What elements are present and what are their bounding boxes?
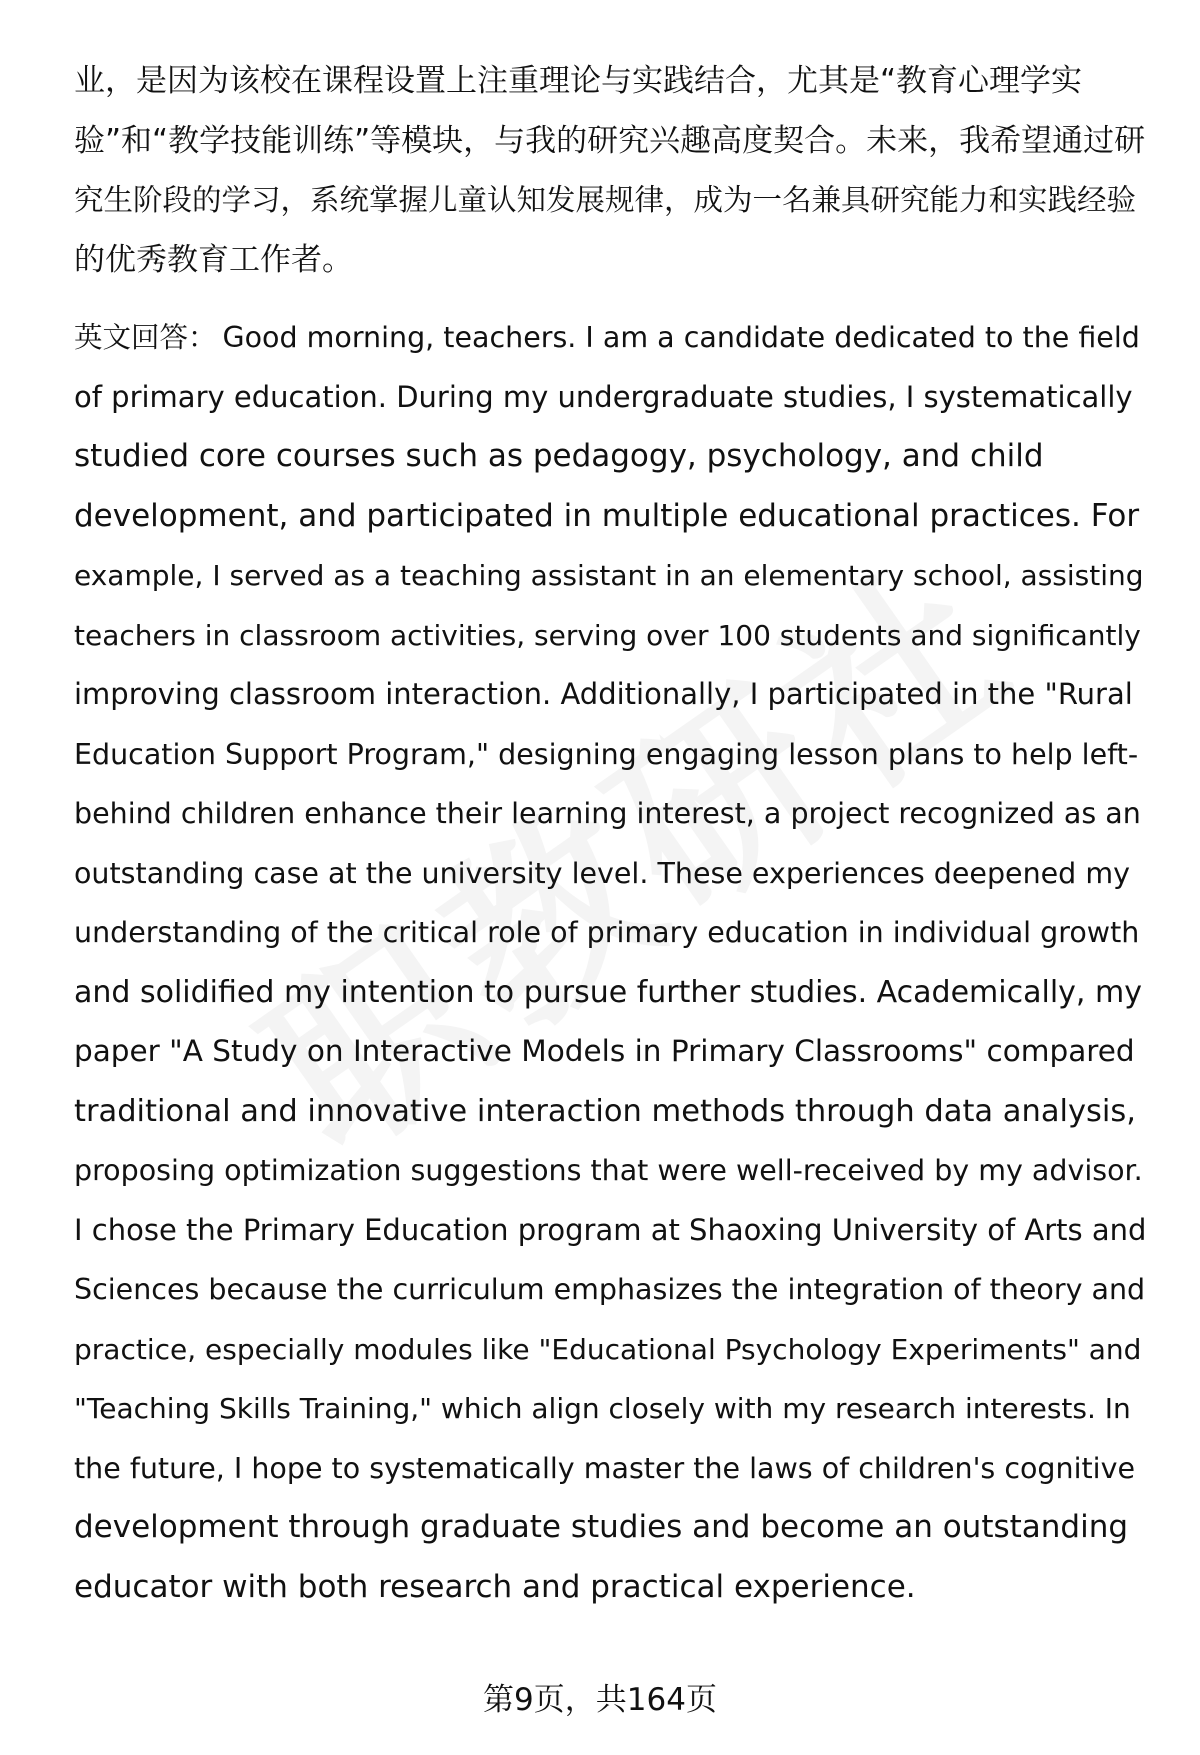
text-line: behind children enhance their learning interest, a project recognized as an [74,797,1141,830]
text-line: understanding of the critical role of primary education in individual growth [74,916,1140,949]
page-number-footer: 第9页，共164页 [483,1682,717,1718]
text-line: "Teaching Skills Training," which align closely with my research interests. In [74,1392,1131,1425]
text-line: Sciences because the curriculum emphasizes the integration of theory and [74,1273,1146,1306]
text-line: 究生阶段的学习，系统掌握儿童认知发展规律，成为一名兼具研究能力和实践经验 [74,183,1137,217]
text-line: improving classroom interaction. Additionally, I participated in the "Rural [74,677,1133,711]
text-line-content: Good morning, teachers. I am a candidate dedicated to the field [222,321,1140,354]
text-line: development, and participated in multiple educational practices. For [74,497,1140,534]
text-line: of primary education. During my undergraduate studies, I systematically [74,379,1133,414]
page-content [74,52,1146,1617]
text-line: example, I served as a teaching assistant in an elementary school, assisting [74,559,1144,592]
text-line: paper "A Study on Interactive Models in Primary Classrooms" compared [74,1034,1135,1068]
text-line: I chose the Primary Education program at Shaoxing University of Arts and [74,1212,1147,1247]
english-answer-paragraph [74,308,1146,1617]
text-line: practice, especially modules like "Educational Psychology Experiments" and [74,1332,1142,1366]
text-line: proposing optimization suggestions that were well-received by my advisor. [74,1154,1143,1187]
text-line: Education Support Program," designing engaging lesson plans to help left- [74,737,1139,771]
text-line: development through graduate studies and become an outstanding [74,1509,1129,1545]
text-line: educator with both research and practical experience. [74,1568,916,1605]
text-line: 业，是因为该校在课程设置上注重理论与实践结合，尤其是“教育心理学实 [74,63,1083,99]
english-answer-label: 英文回答： [74,321,217,354]
chinese-paragraph [74,52,1146,290]
text-line [74,308,1146,368]
text-line: 验”和“教学技能训练”等模块，与我的研究兴趣高度契合。未来，我希望通过研 [74,122,1146,159]
text-line: outstanding case at the university level. These experiences deepened my [74,856,1130,890]
text-line: teachers in classroom activities, serving over 100 students and significantly [74,618,1141,652]
text-line: the future, I hope to systematically master the laws of children's cognitive [74,1451,1135,1485]
text-line: 的优秀教育工作者。 [74,241,353,278]
text-line: and solidified my intention to pursue further studies. Academically, my [74,974,1142,1010]
text-line: studied core courses such as pedagogy, psychology, and child [74,438,1044,474]
text-line: traditional and innovative interaction methods through data analysis, [74,1093,1136,1129]
